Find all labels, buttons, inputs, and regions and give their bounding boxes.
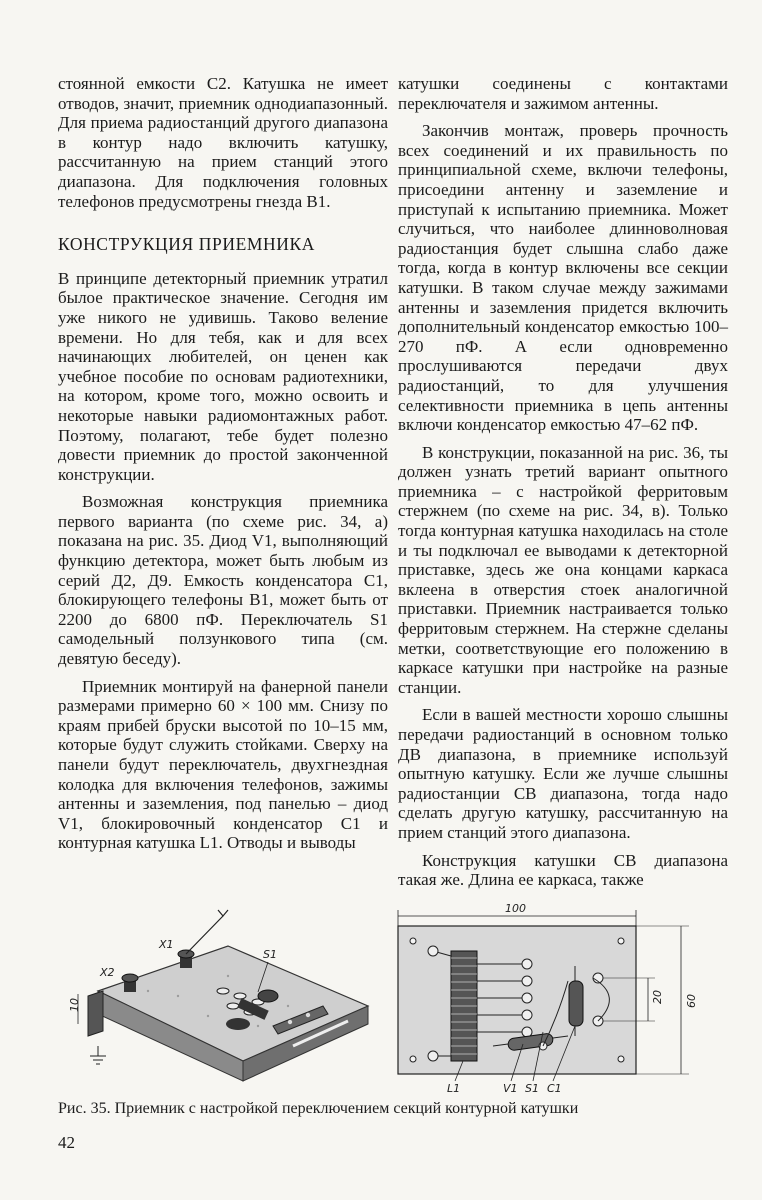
paragraph: Закончив монтаж, проверь прочность всех соединений и их правильность по принципиальной схеме, включи телефоны, присоедини антенну и заземление и приступай к испытанию приемника. Может случиться, что наиболее длинноволновая радиостанция будет слышна слабо даже тогда, когда в контур включены все секции катушки. В таком случае между зажимами антенны и заземления придется включить дополнительный конденсатор емкостью 100–270 пФ. А если одновременно прослушиваются передачи двух радиостанций, то для улучшения селективности приемника в цепь антенны включи конденсатор емкостью 47–62 пФ. [398, 121, 728, 435]
paragraph: В конструкции, показанной на рис. 36, ты должен узнать третий вариант опытного приемника – с настройкой ферритовым стержнем (по схеме на рис. 34, в). Только тогда контурная катушка находилась на столе и ты подключал ее выводами к детекторной приставке, здесь же она концами каркаса вклеена в отверстия стоек аналогичной приставки. Приемник настраивается только ферритовым стержнем. На стержне сделаны метки, соответствующие его положению в каркасе катушки при настройке на разные станции. [398, 442, 728, 697]
label-x1: X1 [159, 938, 174, 951]
section-title: КОНСТРУКЦИЯ ПРИЕМНИКА [58, 234, 316, 255]
figure-caption: Рис. 35. Приемник с настройкой переключением секций контурной катушки [58, 1100, 579, 1117]
label-dim-60: 60 [685, 994, 698, 1008]
left-column [58, 74, 388, 861]
label-s1: S1 [263, 948, 277, 961]
label-v1: V1 [503, 1082, 518, 1095]
paragraph: Возможная конструкция приемника первого варианта (по схеме рис. 34, а) показана на рис. 35. Диод V1, выполняющий функцию детектора, может быть любым из серий Д2, Д9. Емкость конденсатора С1, блокирующего телефоны В1, может быть от 2200 до 6800 пФ. Переключатель S1 самодельный ползункового типа (см. девятую беседу). [58, 492, 388, 669]
terminal-x2 [122, 974, 138, 992]
label-s1: S1 [525, 1082, 539, 1095]
figure-35 [58, 896, 738, 1101]
paragraph: В принципе детекторный приемник утратил былое практическое значение. Сегодня им уже никого не удивишь. Таково веление времени. Но для тебя, как и для всех начинающих любителей, он ценен как учебное пособие по основам радиотехники, на котором, кроме того, можно освоить и некоторые навыки радиомонтажных работ. Поэтому, полагают, тебе будет полезно довести приемник до простой законченной конструкции. [58, 268, 388, 484]
label-x2: X2 [100, 966, 115, 979]
paragraph: Если в вашей местности хорошо слышны передачи радиостанций в основном только ДВ диапазона, в приемнике используй опытную катушку. Если же лучше слышны радиостанции СВ диапазона, тогда надо сделать другую катушку, рассчитанную на прием станций этого диапазона. [398, 705, 728, 842]
paragraph: Приемник монтируй на фанерной панели размерами примерно 60 × 100 мм. Снизу по краям прибей бруски высотой по 10–15 мм, которые будут служить стойками. Сверху на панели будут переключатель, двухгнездная колодка для включения телефонов, зажимы антенны и заземления, под панелью – диод V1, блокировочный конденсатор С1 и контурная катушка L1. Отводы и выводы [58, 676, 388, 853]
receiver-underside-drawing [393, 896, 738, 1101]
label-c1: C1 [547, 1082, 562, 1095]
label-dim-10: 10 [68, 998, 81, 1012]
label-l1: L1 [447, 1082, 461, 1095]
right-column [398, 74, 728, 898]
terminal-x1 [178, 950, 194, 968]
label-dim-20: 20 [651, 990, 664, 1004]
coil-l1 [451, 951, 477, 1061]
page-number: 42 [58, 1133, 75, 1152]
paragraph: стоянной емкости С2. Катушка не имеет отводов, значит, приемник однодиапазонный. Для приема радиостанций другого диапазона в контур надо включить катушку, рассчитанную на прием станций этого диапазона. Для подключения головных телефонов предусмотрены гнезда В1. [58, 74, 388, 211]
paragraph: Конструкция катушки СВ диапазона такая же. Длина ее каркаса, также [398, 850, 728, 890]
paragraph: катушки соединены с контактами переключателя и зажимом антенны. [398, 74, 728, 113]
receiver-perspective-drawing [58, 896, 378, 1101]
label-dim-100: 100 [505, 902, 526, 915]
